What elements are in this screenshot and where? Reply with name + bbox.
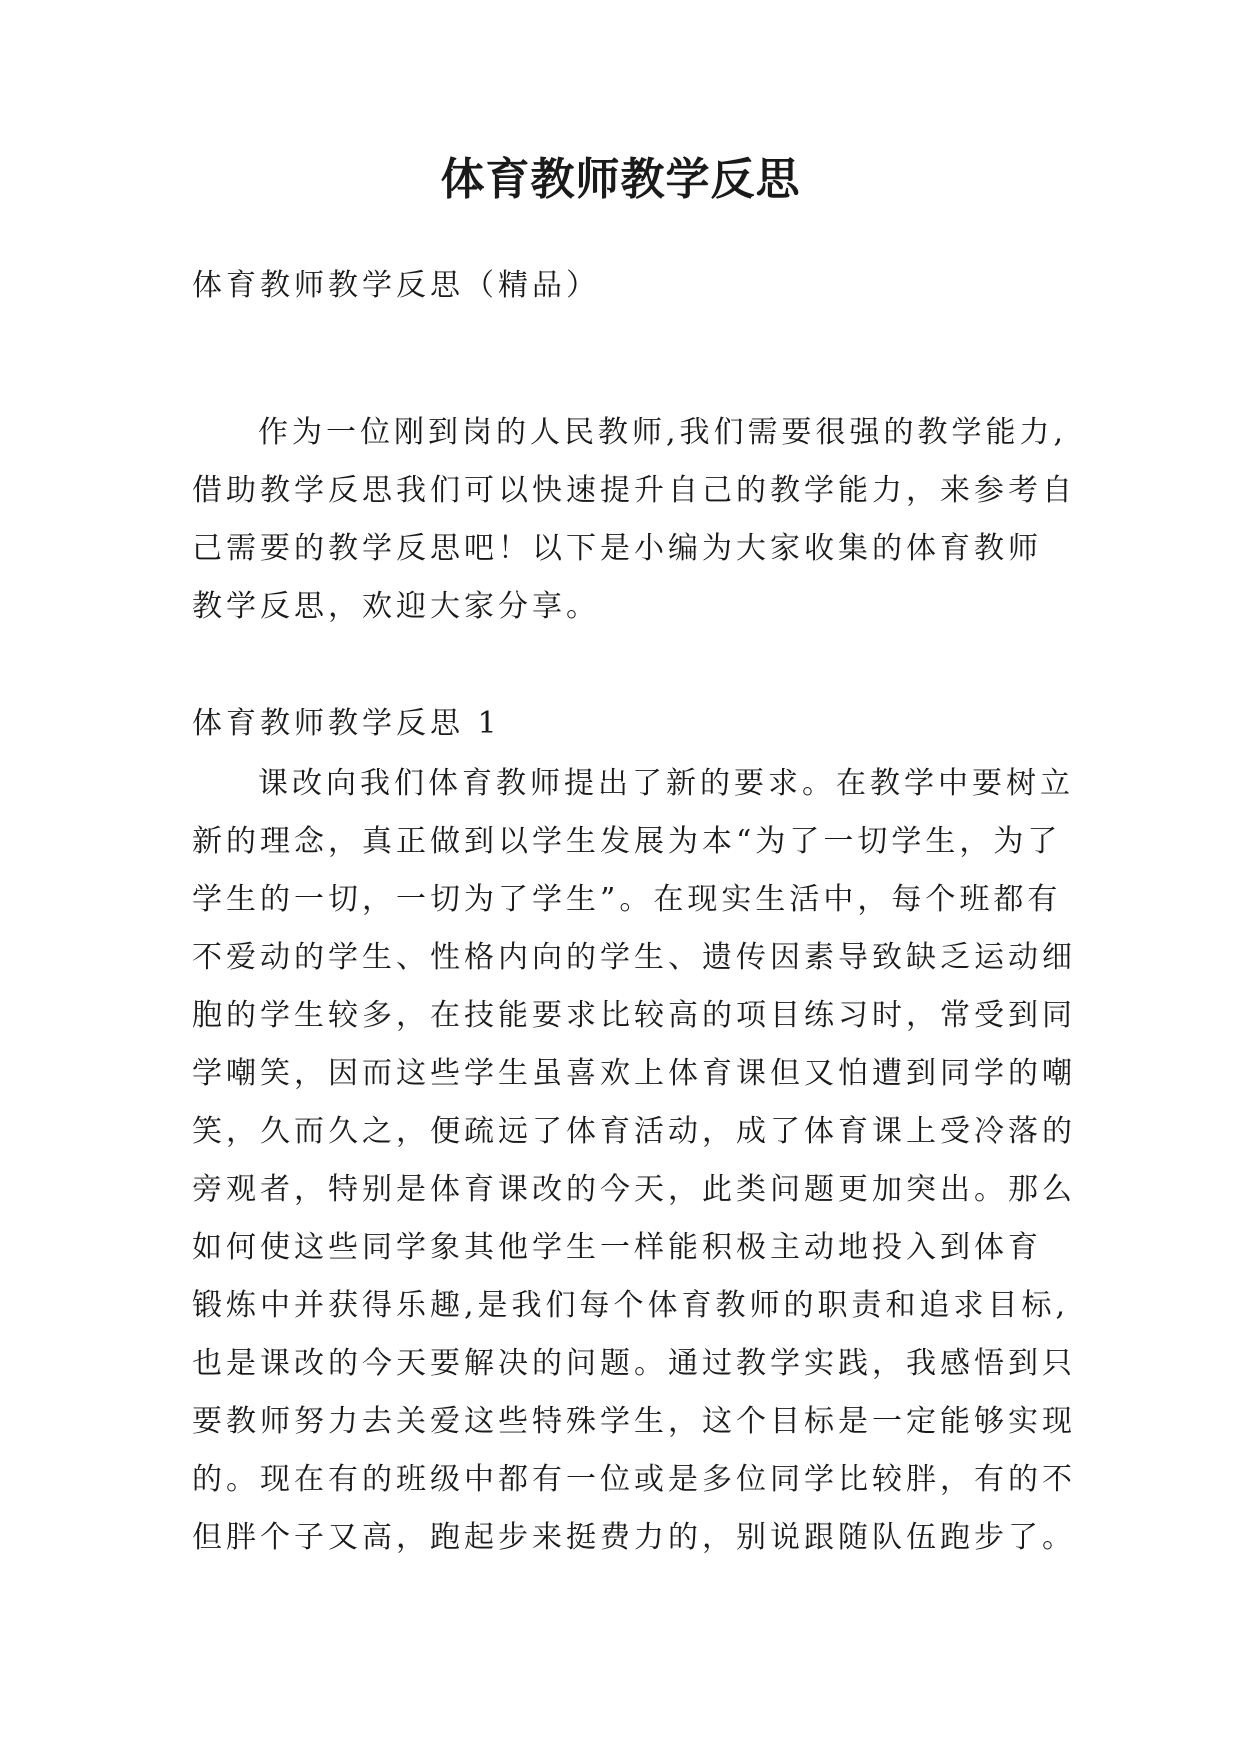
paragraph-line: 借助教学反思我们可以快速提升自己的教学能力，来参考自 bbox=[192, 473, 1076, 508]
section-paragraph bbox=[192, 755, 1076, 1567]
document-title: 体育教师教学反思 bbox=[440, 154, 801, 205]
paragraph-line: 不爱动的学生、性格内向的学生、遗传因素导致缺乏运动细 bbox=[192, 940, 1076, 975]
document-subtitle: 体育教师教学反思（精品） bbox=[192, 268, 600, 303]
paragraph-line: 笑，久而久之，便疏远了体育活动，成了体育课上受冷落的 bbox=[192, 1114, 1076, 1149]
section-heading: 体育教师教学反思 1 bbox=[192, 706, 501, 741]
paragraph-line: 如何使这些同学象其他学生一样能积极主动地投入到体育 bbox=[192, 1230, 1042, 1265]
paragraph-line: 作为一位刚到岗的人民教师,我们需要很强的教学能力, bbox=[258, 415, 1068, 450]
paragraph-line: 也是课改的今天要解决的问题。通过教学实践，我感悟到只 bbox=[192, 1346, 1076, 1381]
paragraph-line: 课改向我们体育教师提出了新的要求。在教学中要树立 bbox=[258, 766, 1074, 801]
paragraph-line: 旁观者，特别是体育课改的今天，此类问题更加突出。那么 bbox=[192, 1172, 1076, 1207]
paragraph-line: 胞的学生较多，在技能要求比较高的项目练习时，常受到同 bbox=[192, 998, 1076, 1033]
paragraph-line: 锻炼中并获得乐趣,是我们每个体育教师的职责和追求目标, bbox=[192, 1288, 1070, 1323]
paragraph-line: 的。现在有的班级中都有一位或是多位同学比较胖，有的不 bbox=[192, 1462, 1076, 1497]
paragraph-line: 己需要的教学反思吧！以下是小编为大家收集的体育教师 bbox=[192, 531, 1042, 566]
paragraph-line: 但胖个子又高，跑起步来挺费力的，别说跟随队伍跑步了。 bbox=[192, 1520, 1076, 1555]
paragraph-line: 要教师努力去关爱这些特殊学生，这个目标是一定能够实现 bbox=[192, 1404, 1076, 1439]
paragraph-line: 学生的一切，一切为了学生”。在现实生活中，每个班都有 bbox=[192, 882, 1062, 917]
paragraph-line: 教学反思，欢迎大家分享。 bbox=[192, 589, 600, 624]
paragraph-line: 新的理念，真正做到以学生发展为本“为了一切学生，为了 bbox=[192, 824, 1062, 859]
paragraph-line: 学嘲笑，因而这些学生虽喜欢上体育课但又怕遭到同学的嘲 bbox=[192, 1056, 1076, 1091]
intro-paragraph bbox=[192, 404, 1076, 636]
